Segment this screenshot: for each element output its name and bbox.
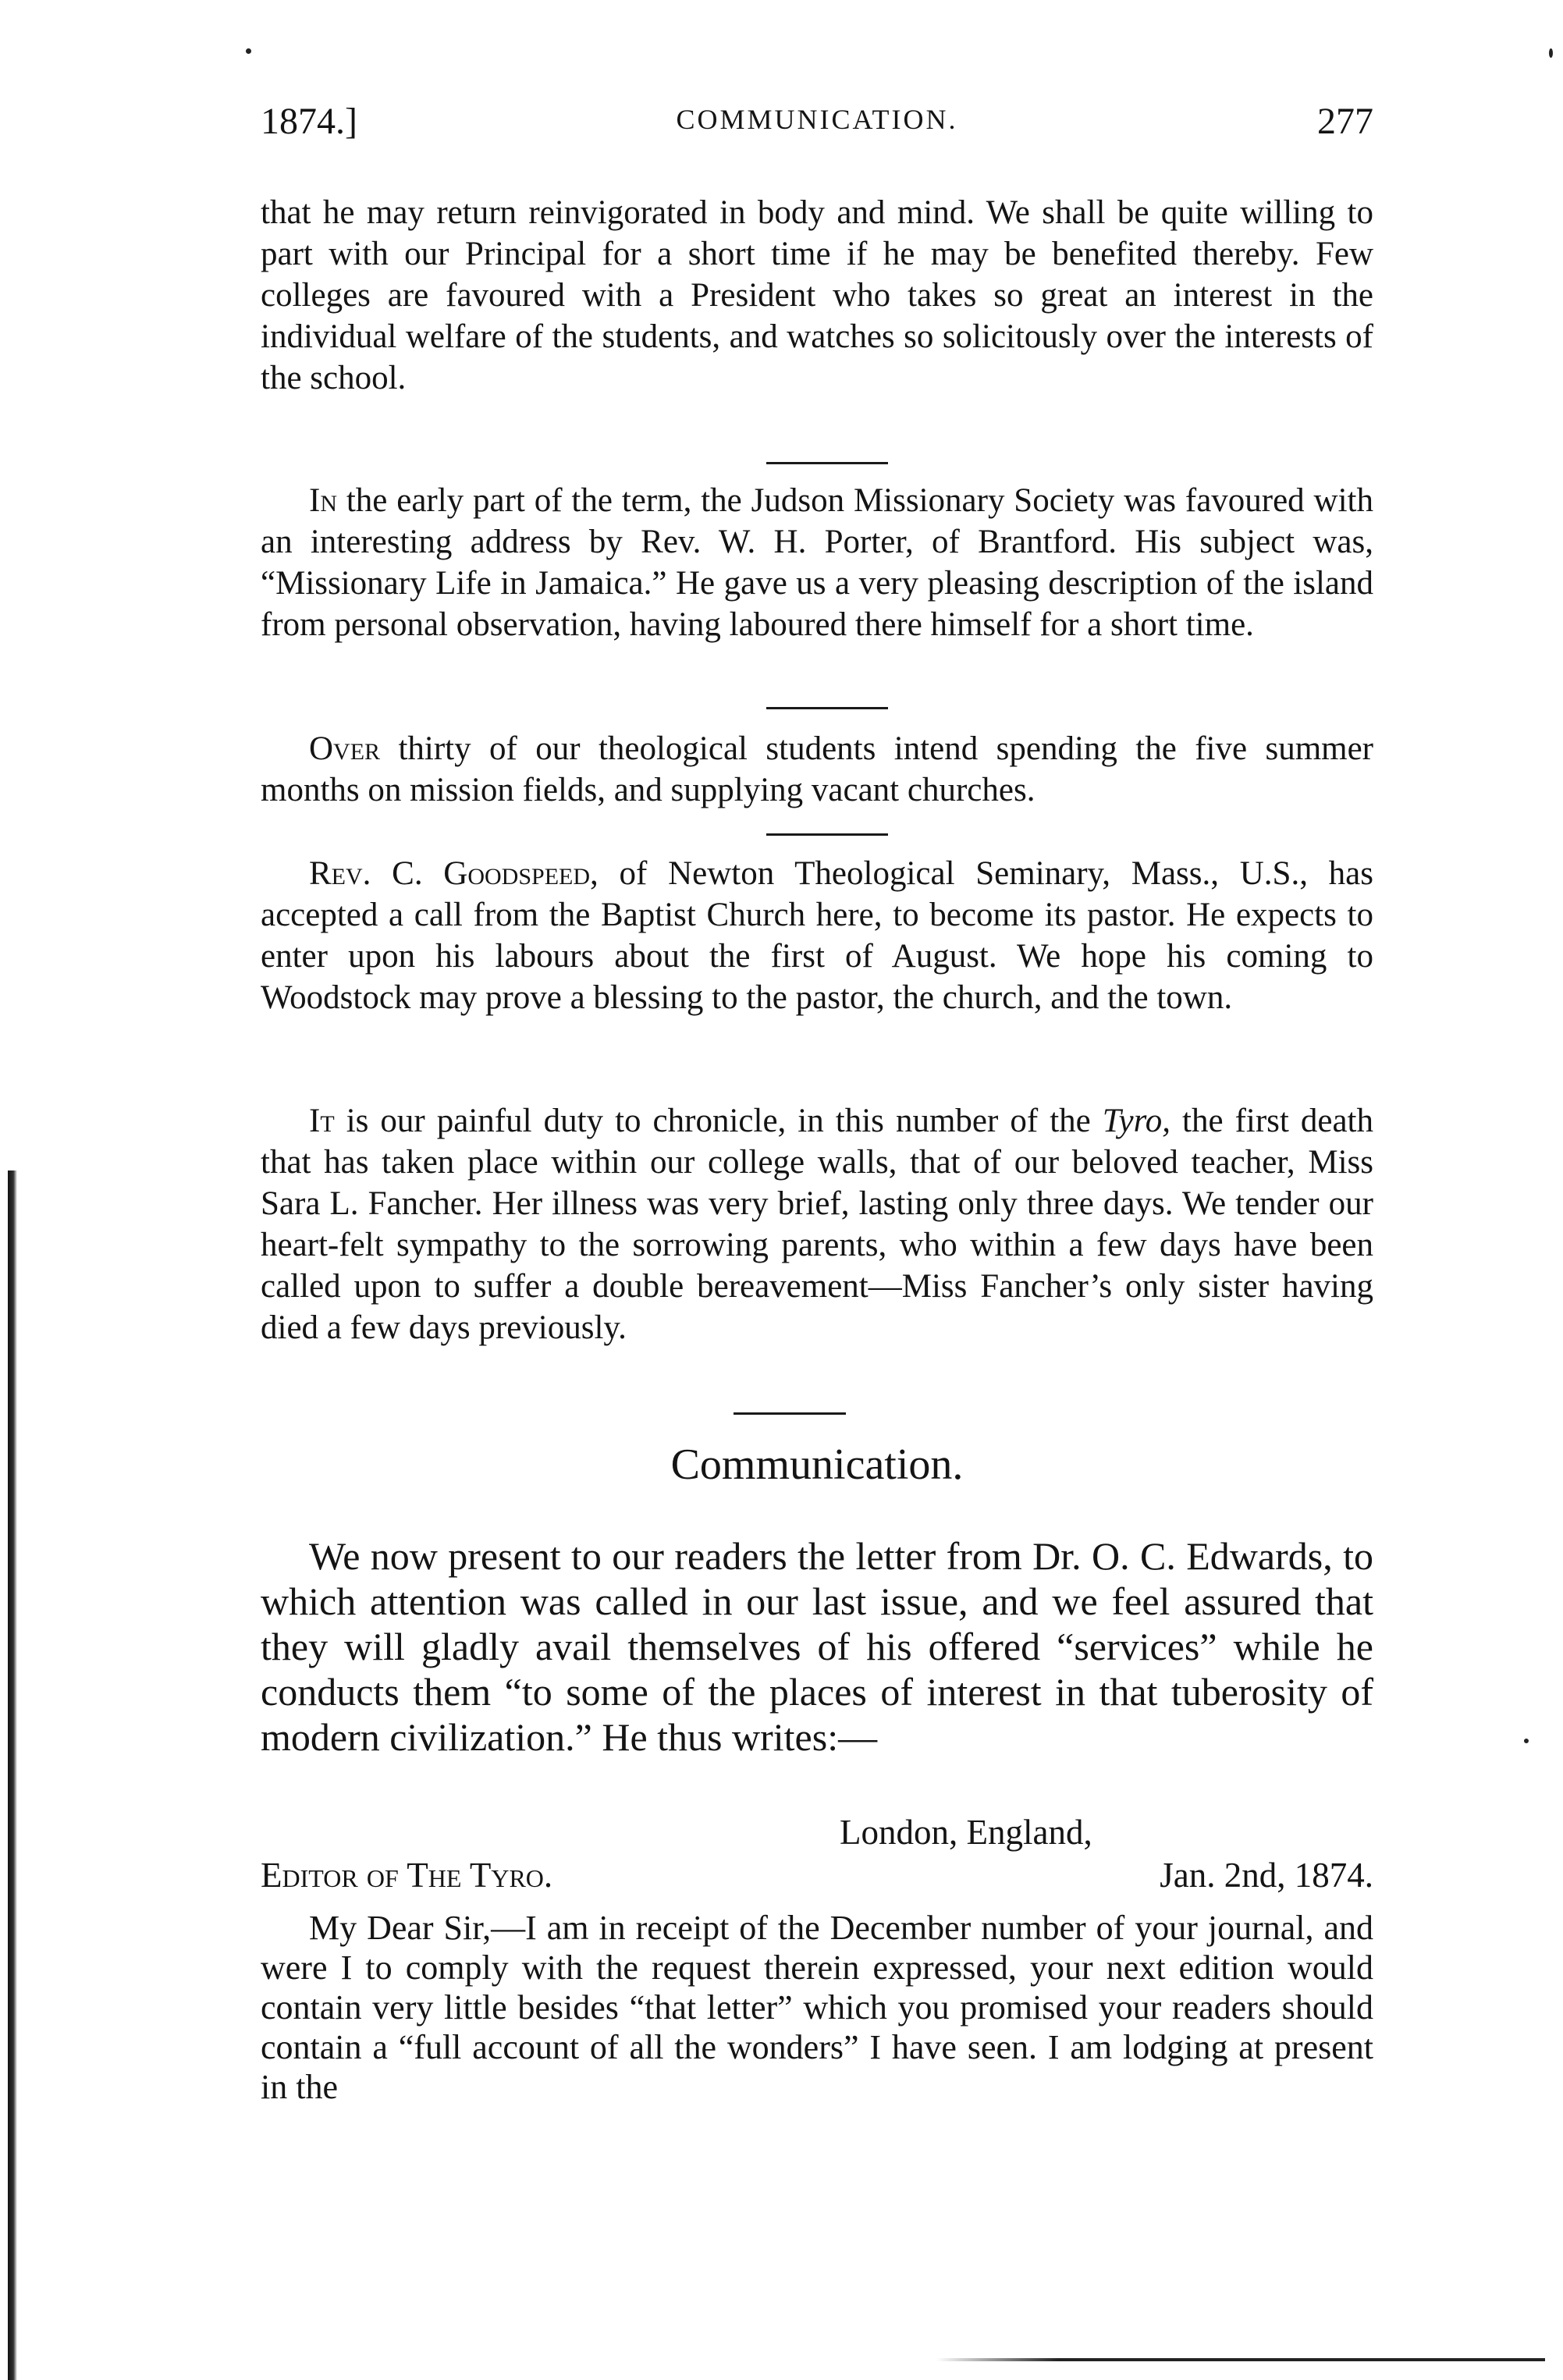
- scan-speck: [1549, 48, 1553, 58]
- letter-salutation: My Dear Sir,: [309, 1909, 492, 1947]
- header-running-title: COMMUNICATION.: [676, 104, 958, 135]
- header-year: 1874.]: [261, 101, 357, 142]
- communication-intro: [261, 1533, 1373, 1760]
- paragraph-obituary: [261, 1100, 1373, 1348]
- letter-place: London, England,: [840, 1813, 1092, 1852]
- letter-addressee: Editor of The Tyro.: [261, 1856, 553, 1895]
- letter-heading: [261, 1812, 1373, 1898]
- letter-body: [261, 1908, 1373, 2107]
- page-number: 277: [1317, 101, 1373, 142]
- scan-footer-streak: [936, 2358, 1545, 2361]
- paragraph-goodspeed: [261, 853, 1373, 1018]
- paragraph-text: of Newton Theological Seminary, Mass., U.S., has accepted a call from the Baptist Church here, to become its pastor. He expects to enter upon his labours about the first of August. We hope his coming to Woodstock may prove a blessing to the pastor, the church, and the town.: [261, 855, 1374, 1016]
- section-divider: [766, 833, 888, 836]
- paragraph-missionary-society: [261, 480, 1373, 645]
- section-divider: [766, 707, 888, 709]
- paragraph-principal: [261, 192, 1373, 399]
- scan-speck: [1524, 1739, 1529, 1743]
- section-divider: [734, 1412, 846, 1415]
- paragraph-body: [261, 480, 1373, 645]
- paragraph-body: [261, 853, 1373, 1018]
- journal-name-italic: Tyro,: [1102, 1103, 1170, 1139]
- letter-date: Jan. 2nd, 1874.: [1160, 1856, 1373, 1895]
- section-title: Communication.: [670, 1440, 964, 1489]
- paragraph-text: the first death that has taken place within our college walls, that of our beloved teacher, Miss Sara L. Fancher. Her illness was very brief, lasting only three days. We tender our heart-felt sympathy to the sorrowing parents, who within a few days have been called upon to suffer a double bereavement—Miss Fancher’s only sister having died a few days previously.: [261, 1103, 1373, 1346]
- paragraph-body: [261, 728, 1373, 811]
- scan-edge-shadow: [8, 1170, 17, 2380]
- paragraph-text: is our painful duty to chronicle, in this number of the: [334, 1103, 1103, 1139]
- running-header: [261, 100, 1373, 162]
- paragraph-text: thirty of our theological students intend spending the five summer months on mission fields, and supplying vacant churches.: [261, 730, 1373, 808]
- scan-speck: [246, 48, 251, 54]
- paragraph-body: [261, 1100, 1373, 1348]
- letter-paragraph: [261, 1908, 1373, 2107]
- paragraph-lead: It: [309, 1103, 335, 1139]
- paragraph-text: the early part of the term, the Judson Missionary Society was favoured with an interesting address by Rev. W. H. Porter, of Brantford. His subject was, “Missionary Life in Jamaica.” He gave us a very pleasing description of the island from personal observation, having laboured there himself for a short time.: [261, 482, 1373, 643]
- paragraph-lead: Rev. C. Goodspeed,: [309, 855, 599, 892]
- section-divider: [766, 462, 888, 464]
- paragraph-text: that he may return reinvigorated in body and mind. We shall be quite willing to part with our Principal for a short time if he may be benefited thereby. Few colleges are favoured with a President who takes so great an interest in the individual welfare of the students, and watches so solicitously over the interests of the school.: [261, 194, 1373, 396]
- letter-text: —I am in receipt of the December number of your journal, and were I to comply with the request therein expressed, your next edition would contain very little besides “that letter” which you promised your readers should contain a “full account of all the wonders” I have seen. I am lodging at present in the: [261, 1909, 1373, 2106]
- paragraph-mission-fields: [261, 728, 1373, 811]
- intro-text: We now present to our readers the letter from Dr. O. C. Edwards, to which attention was called in our last issue, and we feel assured that they will gladly avail themselves of his offered “services” while he conducts them “to some of the places of interest in that tuberosity of modern civilization.” He thus writes:—: [261, 1534, 1373, 1759]
- paragraph-lead: In: [309, 482, 337, 519]
- paragraph-lead: Over: [309, 730, 381, 767]
